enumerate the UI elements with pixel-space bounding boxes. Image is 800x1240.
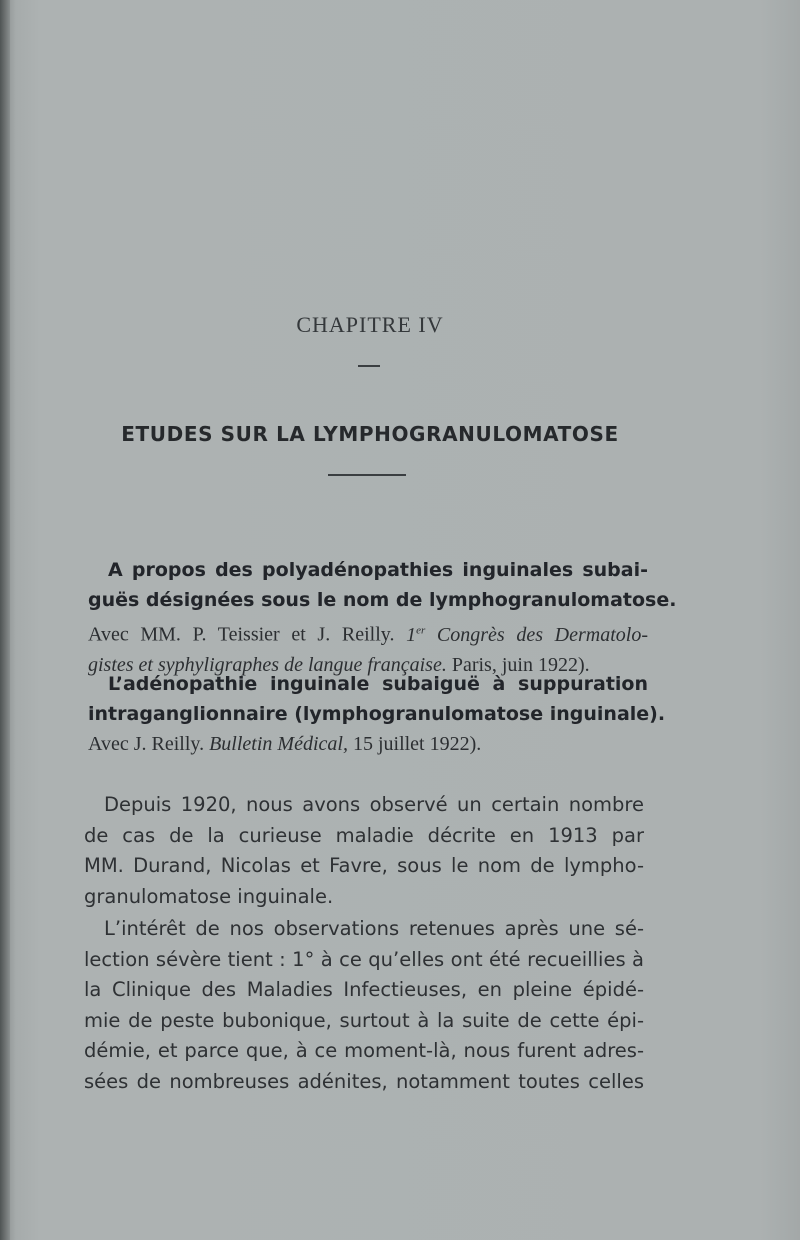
page-binding-edge [0, 0, 10, 1240]
reference-1-citation-line-2: gistes et syphyligraphes de langue française. Paris, juin 1922). [88, 653, 590, 676]
reference-1-title-line-1: A propos des polyadénopathies inguinales subai- [108, 559, 648, 581]
text-line: mie de peste bubonique, surtout à la suite de cette épi- [84, 1008, 644, 1032]
reference-2 [88, 669, 666, 759]
text-line: sées de nombreuses adénites, notamment toutes celles [84, 1069, 644, 1093]
text-line: MM. Durand, Nicolas et Favre, sous le nom de lympho- [84, 854, 644, 877]
text-line: démie, et parce que, à ce moment-là, nous furent adres- [84, 1039, 644, 1062]
text-line: la Clinique des Maladies Infectieuses, en pleine épidé- [84, 978, 644, 1001]
reference-2-title-line-1: L’adénopathie inguinale subaiguë à suppuration [108, 673, 648, 695]
reference-1 [88, 555, 677, 680]
text-line: granulomatose inguinale. [84, 884, 334, 908]
chapter-heading: CHAPITRE IV [296, 312, 444, 337]
body-paragraph-1 [84, 790, 644, 912]
reference-2-title-line-2: intraganglionnaire (lymphogranulomatose inguinale). [88, 703, 666, 725]
chapter-title: ETUDES SUR LA LYMPHOGRANULOMATOSE [121, 422, 619, 446]
chapter-separator [358, 365, 380, 367]
reference-1-citation-line-1: Avec MM. P. Teissier et J. Reilly. 1er Congrès des Dermatolo- [88, 623, 648, 646]
reference-1-title-line-2: guës désignées sous le nom de lymphogranulomatose. [88, 589, 677, 611]
text-line: de cas de la curieuse maladie décrite en 1913 par [84, 823, 644, 847]
reference-2-citation-line: Avec J. Reilly. Bulletin Médical, 15 juillet 1922). [88, 733, 482, 755]
text-line: Depuis 1920, nous avons observé un certain nombre [104, 793, 644, 816]
text-line: L’intérêt de nos observations retenues après une sé- [104, 917, 644, 940]
title-rule [328, 474, 406, 476]
body-paragraph-2 [84, 914, 644, 1097]
text-line: lection sévère tient : 1° à ce qu’elles ont été recueillies à [84, 947, 644, 971]
